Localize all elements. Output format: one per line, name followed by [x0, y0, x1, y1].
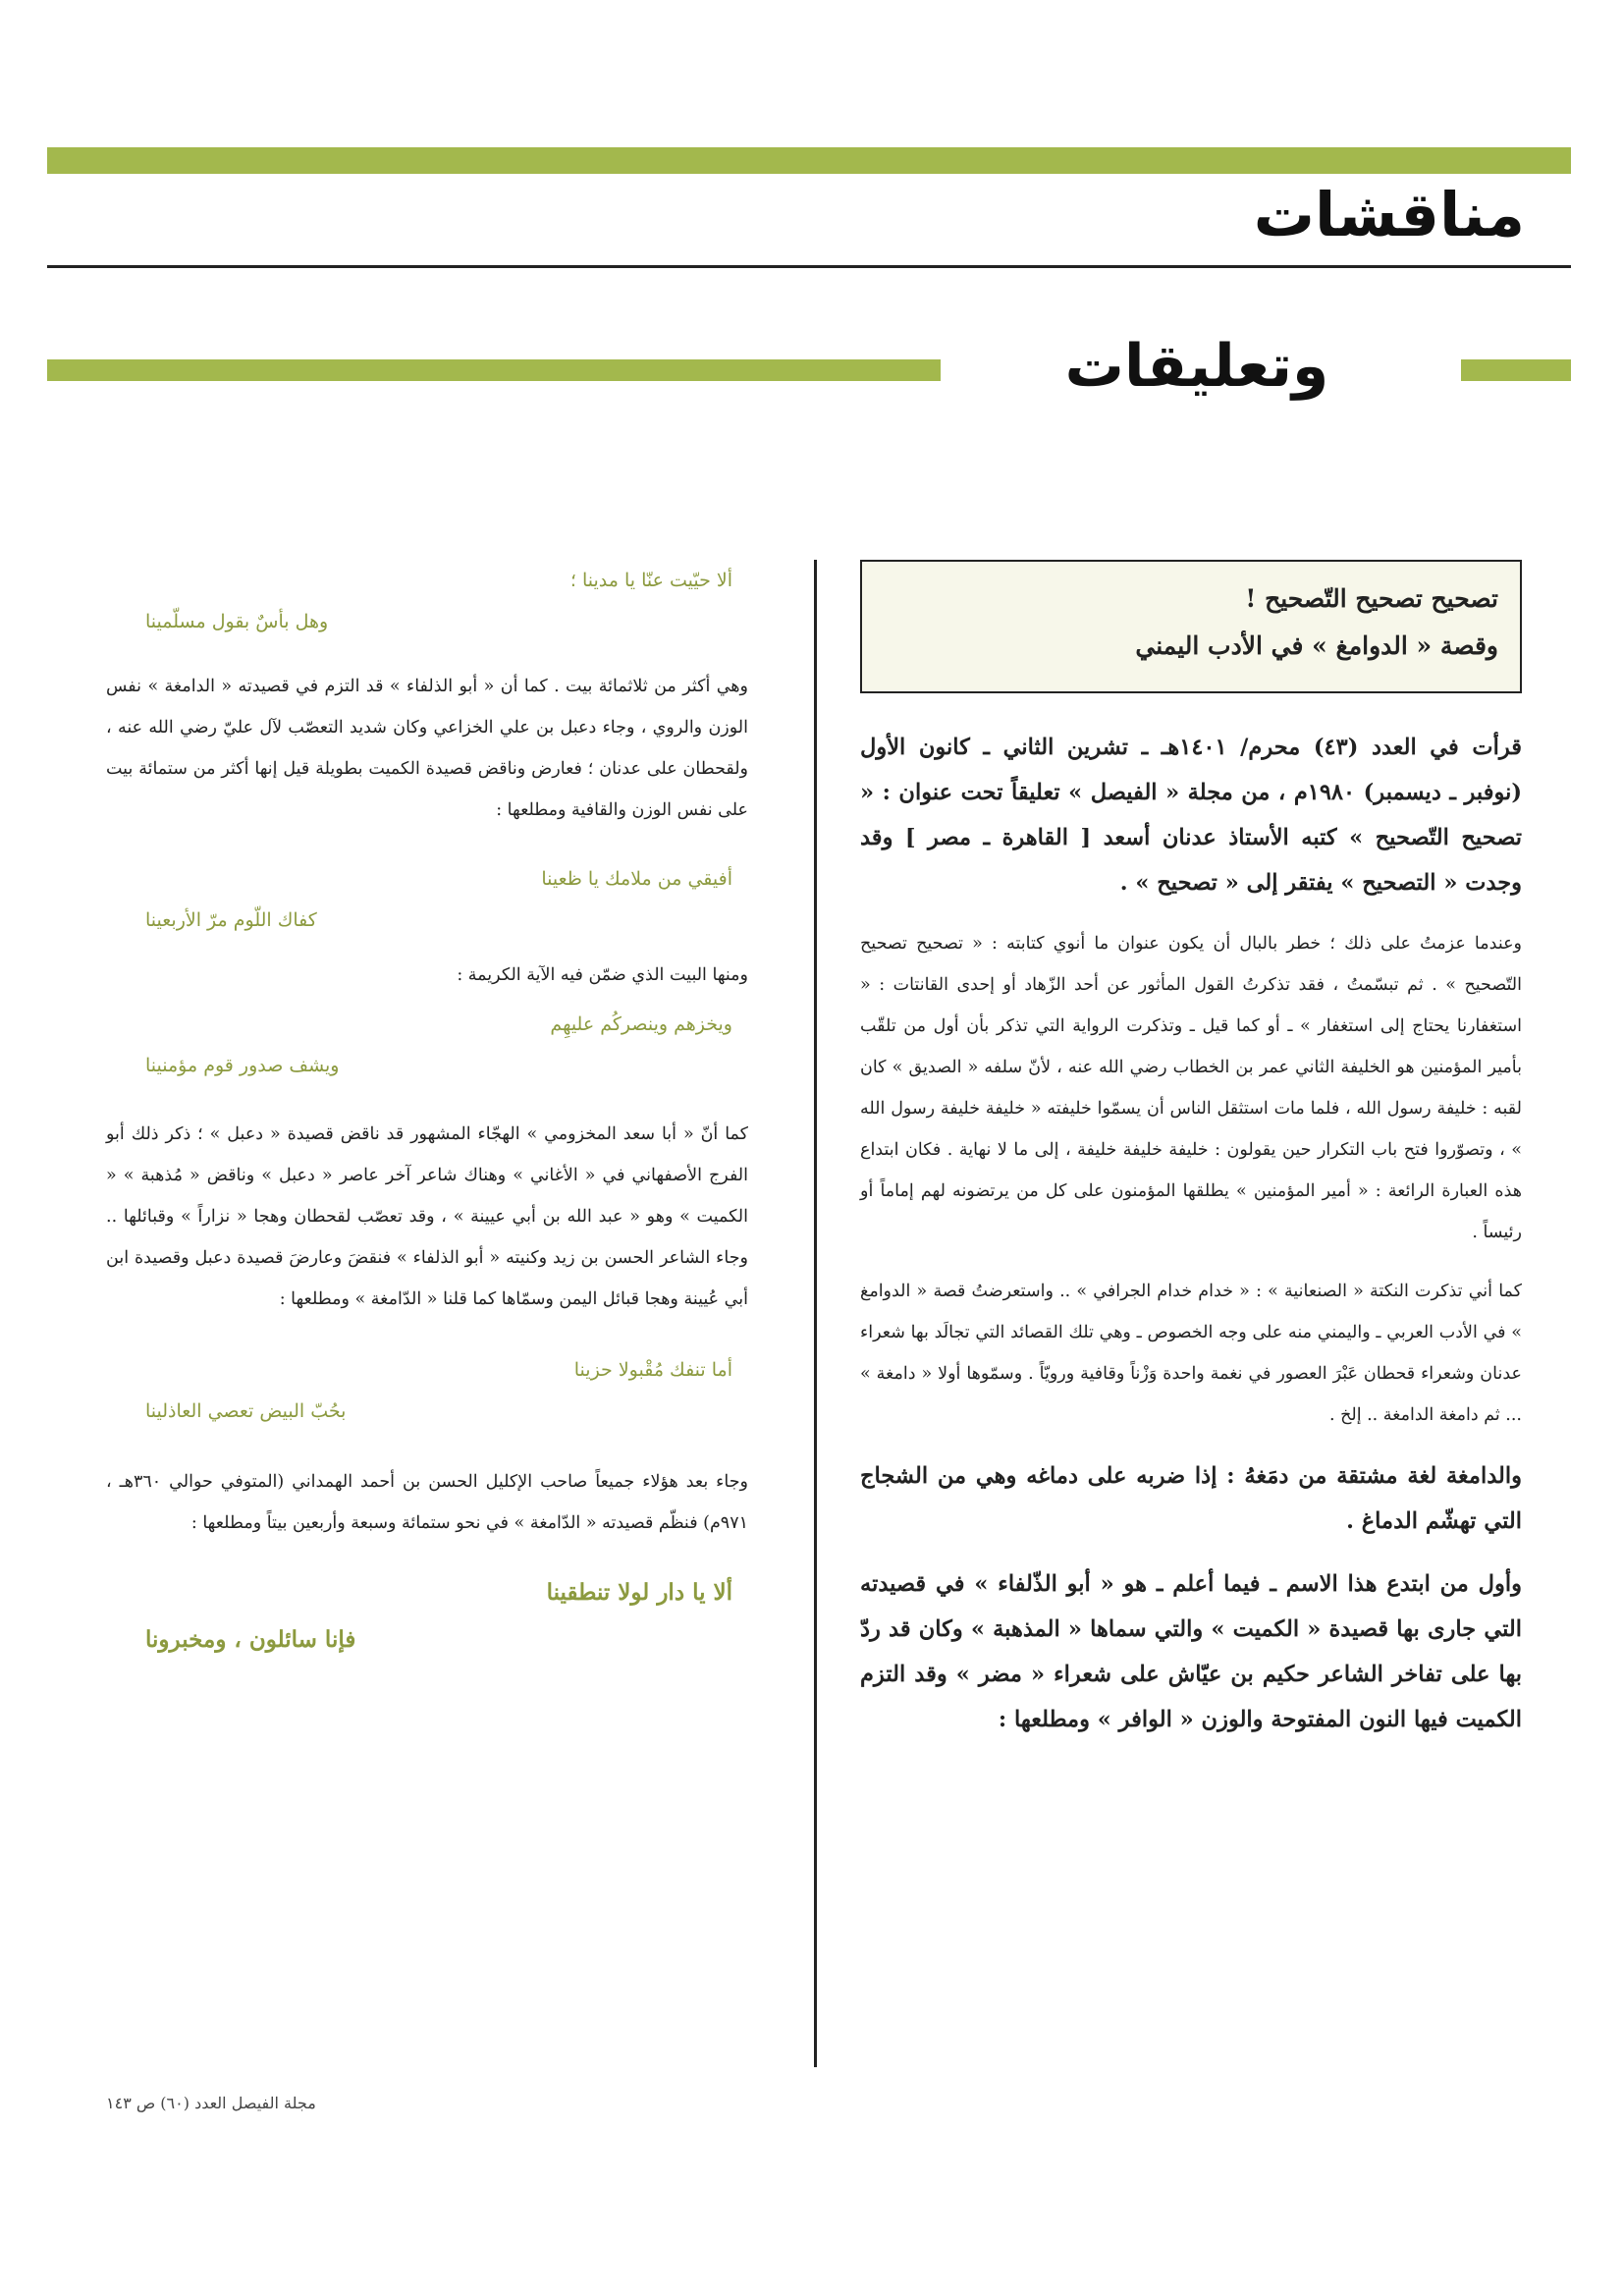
section-title-line1: مناقشات — [1253, 179, 1525, 250]
paragraph: وعندما عزمتُ على ذلك ؛ خطر بالبال أن يكون عنوان ما أنوي كتابته : « تصحيح تصحيح التّصحيح » . ثم تبسّمتُ ، فقد تذكرتُ القول المأثور عن أحد الزّهاد أو إحدى القانتات : « استغفارنا يحتاج إلى استغفار » ـ أو كما قيل ـ وتذكرت الرواية التي تذكر بأن أول من تلقّب بأمير المؤمنين هو الخليفة الثاني عمر بن الخطاب رضي الله عنه ، لأنّ سلفه « الصديق » كان لقبه : خليفة رسول الله ، فلما مات استثقل الناس أن يسمّوا خليفته « خليفة خليفة رسول الله » ، وتصوّروا فتح باب التكرار حين يقولون : خليفة خليفة خليفة ، إلى ما لا نهاية . فكان ابتداع هذه العبارة الرائعة : « أمير المؤمنين » يطلقها المؤمنون على كل من يرتضونه لهم إماماً أو رئيساً . — [860, 934, 1522, 1242]
verse-line: ويخزهم وينصركُم عليهِم — [550, 1013, 732, 1035]
right-column — [860, 725, 1522, 1760]
verse-line: فإنا سائلون ، ومخبرونا — [145, 1626, 356, 1653]
verse-block — [106, 1349, 748, 1432]
paragraph: وجاء بعد هؤلاء جميعاً صاحب الإكليل الحسن بن أحمد الهمداني (المتوفي حوالي ٣٦٠هـ ، ٩٧١م) فنظّم قصيدته « الدّامغة » في نحو ستمائة وسبعة وأربعين بيتاً ومطلعها : — [106, 1472, 748, 1533]
verse-block — [106, 1004, 748, 1086]
paragraph: وهي أكثر من ثلاثمائة بيت . كما أن « أبو الذلفاء » قد التزم في قصيدته « الدامغة » نفس الوزن والروي ، وجاء دعبل بن علي الخزاعي وكان شديد التعصّب لآل عليّ رضي الله عنه ، ولقحطان على عدنان ؛ فعارض وناقض قصيدة الكميت بطويلة قيل إنها أكثر من ستمائة بيت على نفس الوزن والقافية ومطلعها : — [106, 677, 748, 820]
article-title-line1: تصحيح تصحيح التّصحيح ! — [1245, 584, 1498, 613]
verse-line: بحُبّ البيض تعصي العاذلينا — [145, 1400, 347, 1422]
title-divider — [47, 265, 1571, 268]
top-green-band — [47, 147, 1571, 174]
column-separator — [814, 560, 817, 2067]
paragraph: قرأت في العدد (٤٣) محرم/ ١٤٠١هـ ـ تشرين الثاني ـ كانون الأول (نوفبر ـ ديسمبر) ١٩٨٠م ، من مجلة « الفيصل » تعليقاً تحت عنوان : « تصحيح التّصحيح » كتبه الأستاذ عدنان أسعد [ القاهرة ـ مصر ] وقد وجدت « التصحيح » يفتقر إلى « تصحيح » . — [860, 735, 1522, 896]
article-title-box — [860, 560, 1522, 693]
verse-line: كفاك اللّوم مرّ الأربعينا — [145, 909, 317, 931]
verse-block — [106, 1569, 748, 1664]
paragraph: وأول من ابتدع هذا الاسم ـ فيما أعلم ـ هو « أبو الذّلفاء » في قصيدته التي جارى بها قصيدة « الكميت » والتي سماها « المذهبة » وكان قد ردّ بها على تفاخر الشاعر حكيم بن عيّاش على شعراء « مضر » وقد التزم الكميت فيها النون المفتوحة والوزن « الوافر » ومطلعها : — [860, 1571, 1522, 1732]
title2-left-green-bar — [47, 359, 941, 381]
verse-line: أفيقي من ملامك يا ظعينا — [541, 868, 732, 890]
section-title-line2: وتعليقات — [1064, 332, 1329, 401]
verse-line: ألا حيّيت عنّا يا مدينا ؛ — [569, 570, 732, 591]
paragraph: كما أنّ « أبا سعد المخزومي » الهجّاء المشهور قد ناقض قصيدة « دعبل » ؛ ذكر ذلك أبو الفرج الأصفهاني في « الأغاني » وهناك شاعر آخر عاصر « دعبل » وناقض « مُذهبة » « الكميت » وهو « عبد الله بن أبي عيينة » ، وقد تعصّب لقحطان وهجا « نزاراً » وقبائلها .. وجاء الشاعر الحسن بن زيد وكنيته « أبو الذلفاء » فنقضَ وعارضَ قصيدة دعبل وقصيدة ابن أبي عُيينة وهجا قبائل اليمن وسمّاها كما قلنا « الدّامغة » ومطلعها : — [106, 1124, 748, 1309]
article-title-line2: وقصة « الدوامغ » في الأدب اليمني — [1135, 631, 1498, 660]
page-footer: مجلة الفيصل العدد (٦٠) ص ١٤٣ — [106, 2094, 316, 2112]
verse-block — [106, 560, 748, 642]
verse-line: ويشف صدور قوم مؤمنينا — [145, 1055, 340, 1076]
left-column — [106, 560, 748, 1664]
paragraph: كما أني تذكرت النكتة « الصنعانية » : « خدام خدام الجرافي » .. واستعرضتُ قصة « الدوامغ » في الأدب العربي ـ واليمني منه على وجه الخصوص ـ وهي تلك القصائد التي تجالَد بها شعراء عدنان وشعراء قحطان عَبْرَ العصور في نغمة واحدة وَزْناً وقافية ورويّاً . وسمّوها أولا « دامغة » ... ثم دامغة الدامغة .. إلخ . — [860, 1282, 1522, 1425]
title2-right-green-bar — [1461, 359, 1571, 381]
paragraph: والدامغة لغة مشتقة من دمَغهُ : إذا ضربه على دماغه وهي من الشجاج التي تهشّم الدماغ . — [860, 1463, 1522, 1534]
verse-block — [106, 858, 748, 941]
verse-line: أما تنفك مُقْبولا حزينا — [573, 1359, 732, 1381]
paragraph: ومنها البيت الذي ضمّن فيه الآية الكريمة : — [457, 965, 748, 985]
verse-line: وهل بأسٌ بقول مسلّمينا — [145, 611, 329, 632]
verse-line: ألا يا دار لولا تنطقينا — [546, 1579, 732, 1606]
